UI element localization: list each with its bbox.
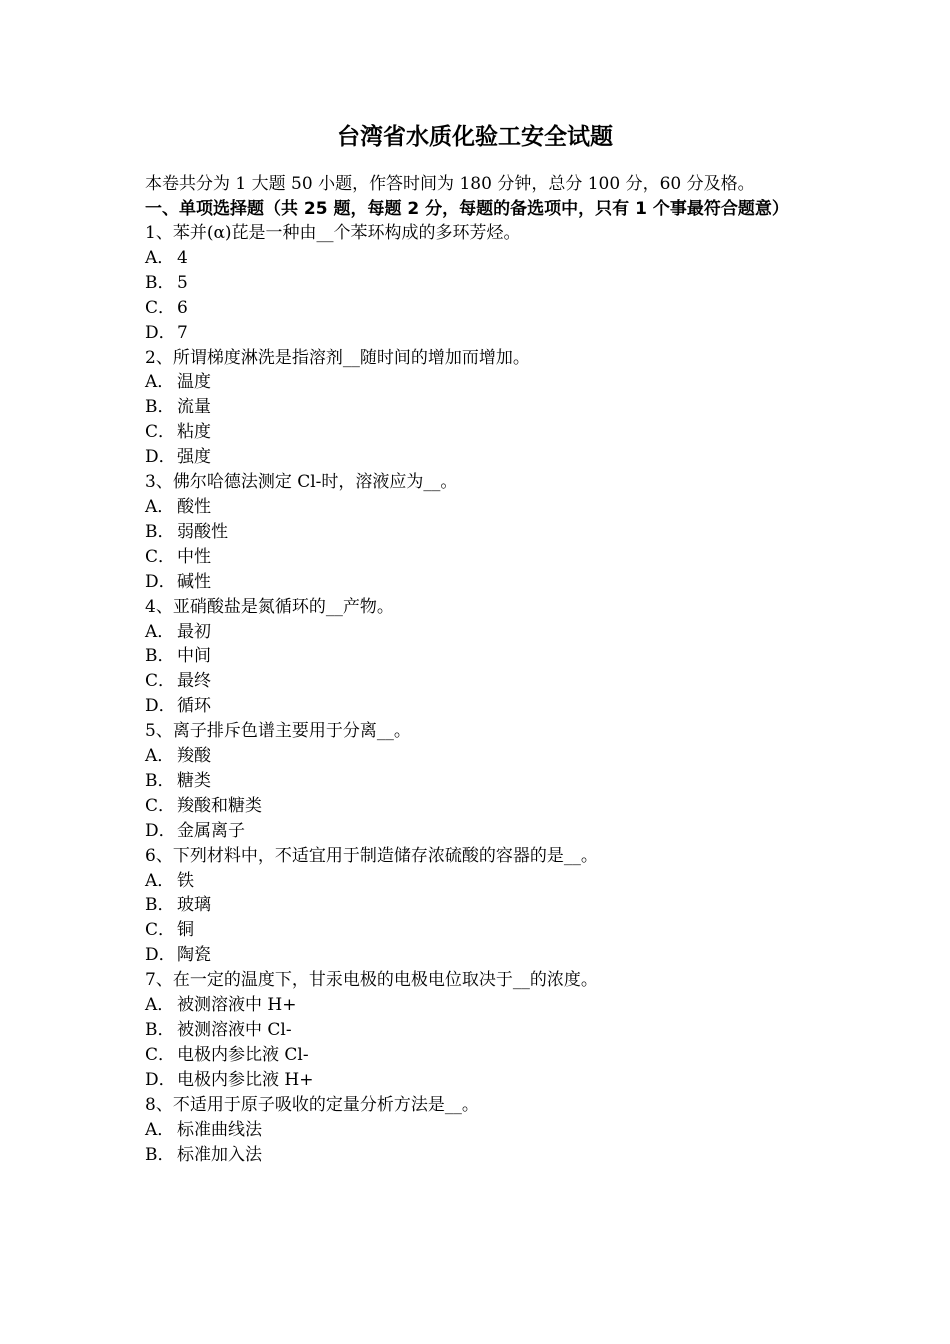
question-item: [145, 719, 810, 844]
answer-option: [145, 819, 810, 844]
option-letter: B．: [145, 521, 175, 542]
option-text: 最终: [177, 671, 211, 692]
option-letter: C．: [145, 297, 176, 318]
question-stem: 6、下列材料中，不适宜用于制造储存浓硫酸的容器的是__。: [145, 845, 598, 866]
question-item: [145, 221, 810, 346]
answer-option: [145, 869, 810, 894]
option-text: 强度: [177, 447, 211, 468]
option-text: 铁: [177, 870, 194, 891]
option-letter: A．: [145, 995, 175, 1016]
option-letter: D．: [145, 571, 176, 592]
answer-option: [145, 296, 810, 321]
option-text: 酸性: [177, 496, 211, 517]
question-list: [145, 221, 810, 1167]
option-text: 中间: [177, 646, 211, 667]
option-letter: B．: [145, 1144, 175, 1165]
answer-option: [145, 420, 810, 445]
option-text: 碱性: [177, 571, 211, 592]
option-text: 6: [177, 297, 188, 318]
option-text: 7: [177, 322, 188, 343]
question-item: [145, 595, 810, 720]
option-text: 循环: [177, 696, 211, 717]
option-text: 标准加入法: [177, 1144, 262, 1165]
answer-option: [145, 1143, 810, 1168]
option-text: 粘度: [177, 422, 211, 443]
answer-option: [145, 1068, 810, 1093]
question-item: [145, 844, 810, 969]
page-title: 台湾省水质化验工安全试题: [337, 124, 613, 150]
section-heading: 一、单项选择题（共 25 题，每题 2 分，每题的备选项中，只有 1 个事最符合题意）: [145, 199, 789, 219]
answer-option: [145, 620, 810, 645]
option-letter: A．: [145, 372, 175, 393]
answer-option: [145, 794, 810, 819]
option-text: 电极内参比液 H+: [177, 1069, 314, 1090]
answer-option: [145, 1043, 810, 1068]
question-stem: 8、不适用于原子吸收的定量分析方法是__。: [145, 1094, 479, 1115]
option-text: 4: [177, 247, 188, 268]
option-text: 羧酸和糖类: [177, 795, 262, 816]
option-letter: B．: [145, 397, 175, 418]
option-text: 中性: [177, 546, 211, 567]
option-letter: B．: [145, 272, 175, 293]
exam-content: [145, 172, 810, 1167]
option-text: 被测溶液中 H+: [177, 995, 297, 1016]
option-letter: C．: [145, 1044, 176, 1065]
answer-option: [145, 246, 810, 271]
question-stem: 1、苯并(α)芘是一种由__个苯环构成的多环芳烃。: [145, 223, 521, 243]
option-letter: B．: [145, 646, 175, 667]
option-letter: C．: [145, 546, 176, 567]
question-stem: 4、亚硝酸盐是氮循环的__产物。: [145, 596, 394, 617]
option-text: 糖类: [177, 770, 211, 791]
answer-option: [145, 570, 810, 595]
answer-option: [145, 545, 810, 570]
option-text: 陶瓷: [177, 945, 211, 966]
answer-option: [145, 321, 810, 346]
answer-option: [145, 669, 810, 694]
answer-option: [145, 1118, 810, 1143]
option-letter: A．: [145, 746, 175, 767]
option-text: 最初: [177, 621, 211, 642]
option-letter: B．: [145, 895, 175, 916]
option-text: 流量: [177, 397, 211, 418]
question-stem: 7、在一定的温度下，甘汞电极的电极电位取决于__的浓度。: [145, 970, 598, 991]
option-letter: B．: [145, 1020, 175, 1040]
question-item: [145, 346, 810, 471]
question-stem: 5、离子排斥色谱主要用于分离__。: [145, 721, 411, 742]
option-text: 金属离子: [177, 820, 245, 841]
answer-option: [145, 993, 810, 1018]
answer-option: [145, 1018, 810, 1043]
option-text: 电极内参比液 Cl-: [177, 1044, 309, 1065]
answer-option: [145, 769, 810, 794]
question-item: [145, 968, 810, 1093]
option-letter: A．: [145, 247, 175, 268]
option-letter: D．: [145, 820, 176, 841]
option-letter: C．: [145, 795, 176, 816]
question-stem: 3、佛尔哈德法测定 Cl-时，溶液应为__。: [145, 472, 458, 493]
answer-option: [145, 445, 810, 470]
answer-option: [145, 370, 810, 395]
option-text: 玻璃: [177, 895, 211, 916]
answer-option: [145, 893, 810, 918]
option-letter: D．: [145, 322, 176, 343]
option-letter: A．: [145, 870, 175, 891]
answer-option: [145, 520, 810, 545]
option-letter: A．: [145, 496, 175, 517]
answer-option: [145, 943, 810, 968]
question-item: [145, 1093, 810, 1168]
option-text: 铜: [177, 920, 194, 941]
option-text: 弱酸性: [177, 521, 228, 542]
option-text: 5: [177, 272, 188, 293]
question-item: [145, 470, 810, 595]
option-letter: A．: [145, 621, 175, 642]
answer-option: [145, 395, 810, 420]
answer-option: [145, 495, 810, 520]
option-letter: C．: [145, 671, 176, 692]
option-letter: B．: [145, 770, 175, 791]
option-letter: D．: [145, 1069, 176, 1090]
option-letter: C．: [145, 920, 176, 941]
option-letter: C．: [145, 422, 176, 443]
option-letter: D．: [145, 945, 176, 966]
answer-option: [145, 644, 810, 669]
exam-intro: 本卷共分为 1 大题 50 小题，作答时间为 180 分钟，总分 100 分，60 分及格。: [145, 174, 755, 194]
option-text: 被测溶液中 Cl-: [177, 1020, 292, 1040]
answer-option: [145, 271, 810, 296]
option-letter: D．: [145, 447, 176, 468]
question-stem: 2、所谓梯度淋洗是指溶剂__随时间的增加而增加。: [145, 347, 530, 368]
answer-option: [145, 744, 810, 769]
option-text: 温度: [177, 372, 211, 393]
option-letter: D．: [145, 696, 176, 717]
option-text: 羧酸: [177, 746, 211, 767]
answer-option: [145, 918, 810, 943]
option-text: 标准曲线法: [177, 1119, 262, 1140]
answer-option: [145, 694, 810, 719]
option-letter: A．: [145, 1119, 175, 1140]
